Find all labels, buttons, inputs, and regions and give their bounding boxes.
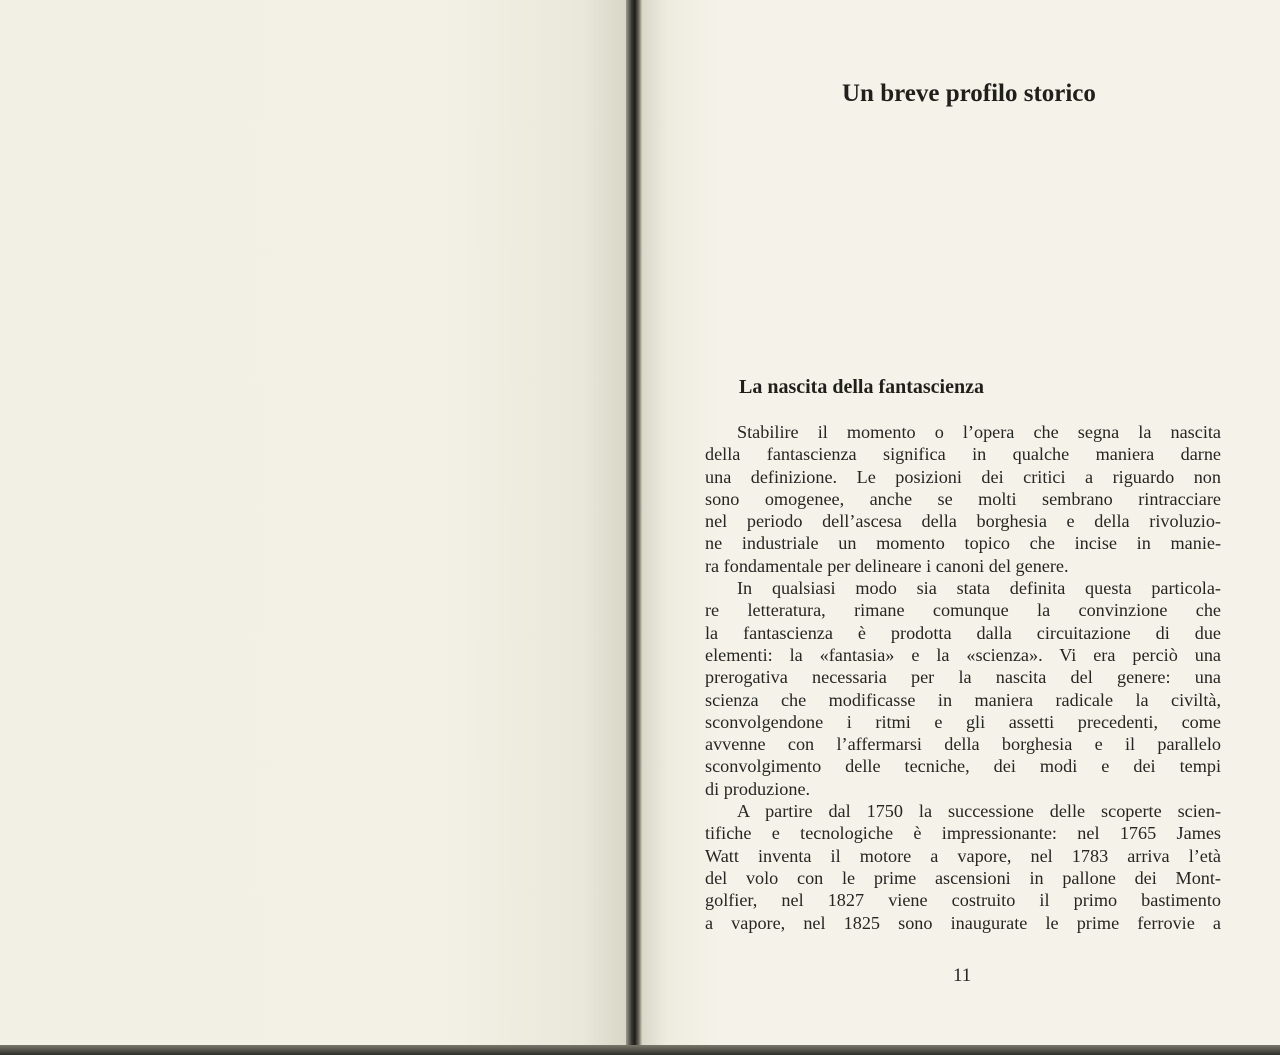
text-line: di produzione. <box>705 778 811 799</box>
text-line: prerogativa necessaria per la nascita del genere: una <box>705 667 1221 688</box>
text-line: golfier, nel 1827 viene costruito il primo bastimento <box>705 890 1221 911</box>
text-line: una definizione. Le posizioni dei critici a riguardo non <box>705 466 1221 487</box>
body-text <box>705 421 1221 934</box>
text-line: Watt inventa il motore a vapore, nel 1783 arriva l’età <box>705 845 1221 866</box>
text-line: A partire dal 1750 la successione delle scoperte scien- <box>737 801 1221 822</box>
text-line: scienza che modificasse in maniera radicale la civiltà, <box>705 689 1221 710</box>
text-line: sconvolgendone i ritmi e gli assetti precedenti, come <box>705 711 1221 732</box>
text-line: a vapore, nel 1825 sono inaugurate le prime ferrovie a <box>705 912 1221 933</box>
text-line: la fantascienza è prodotta dalla circuitazione di due <box>705 622 1221 643</box>
text-line: nel periodo dell’ascesa della borghesia e della rivoluzio- <box>705 511 1221 532</box>
text-line: del volo con le prime ascensioni in pallone dei Mont- <box>705 867 1221 888</box>
text-line: elementi: la «fantasia» e la «scienza». Vi era perciò una <box>705 644 1221 665</box>
book-gutter <box>626 0 642 1055</box>
text-line: ne industriale un momento topico che incise in manie- <box>705 533 1221 554</box>
chapter-title: Un breve profilo storico <box>842 80 1096 107</box>
text-line: In qualsiasi modo sia stata definita questa particola- <box>737 578 1221 599</box>
text-line: tifiche e tecnologiche è impressionante: nel 1765 James <box>705 823 1221 844</box>
text-line: della fantascienza significa in qualche maniera darne <box>705 444 1221 465</box>
section-title: La nascita della fantascienza <box>739 376 984 398</box>
page-bottom-edge <box>0 1045 1280 1055</box>
left-page-blank <box>0 0 632 1045</box>
text-line: sono omogenee, anche se molti sembrano rintracciare <box>705 488 1221 509</box>
text-line: re letteratura, rimane comunque la convinzione che <box>705 600 1221 621</box>
text-line: ra fondamentale per delineare i canoni del genere. <box>705 555 1069 576</box>
text-line: avvenne con l’affermarsi della borghesia e il parallelo <box>705 734 1221 755</box>
page-number: 11 <box>953 965 972 986</box>
text-line: sconvolgimento delle tecniche, dei modi e dei tempi <box>705 756 1221 777</box>
text-line: Stabilire il momento o l’opera che segna la nascita <box>737 422 1221 442</box>
